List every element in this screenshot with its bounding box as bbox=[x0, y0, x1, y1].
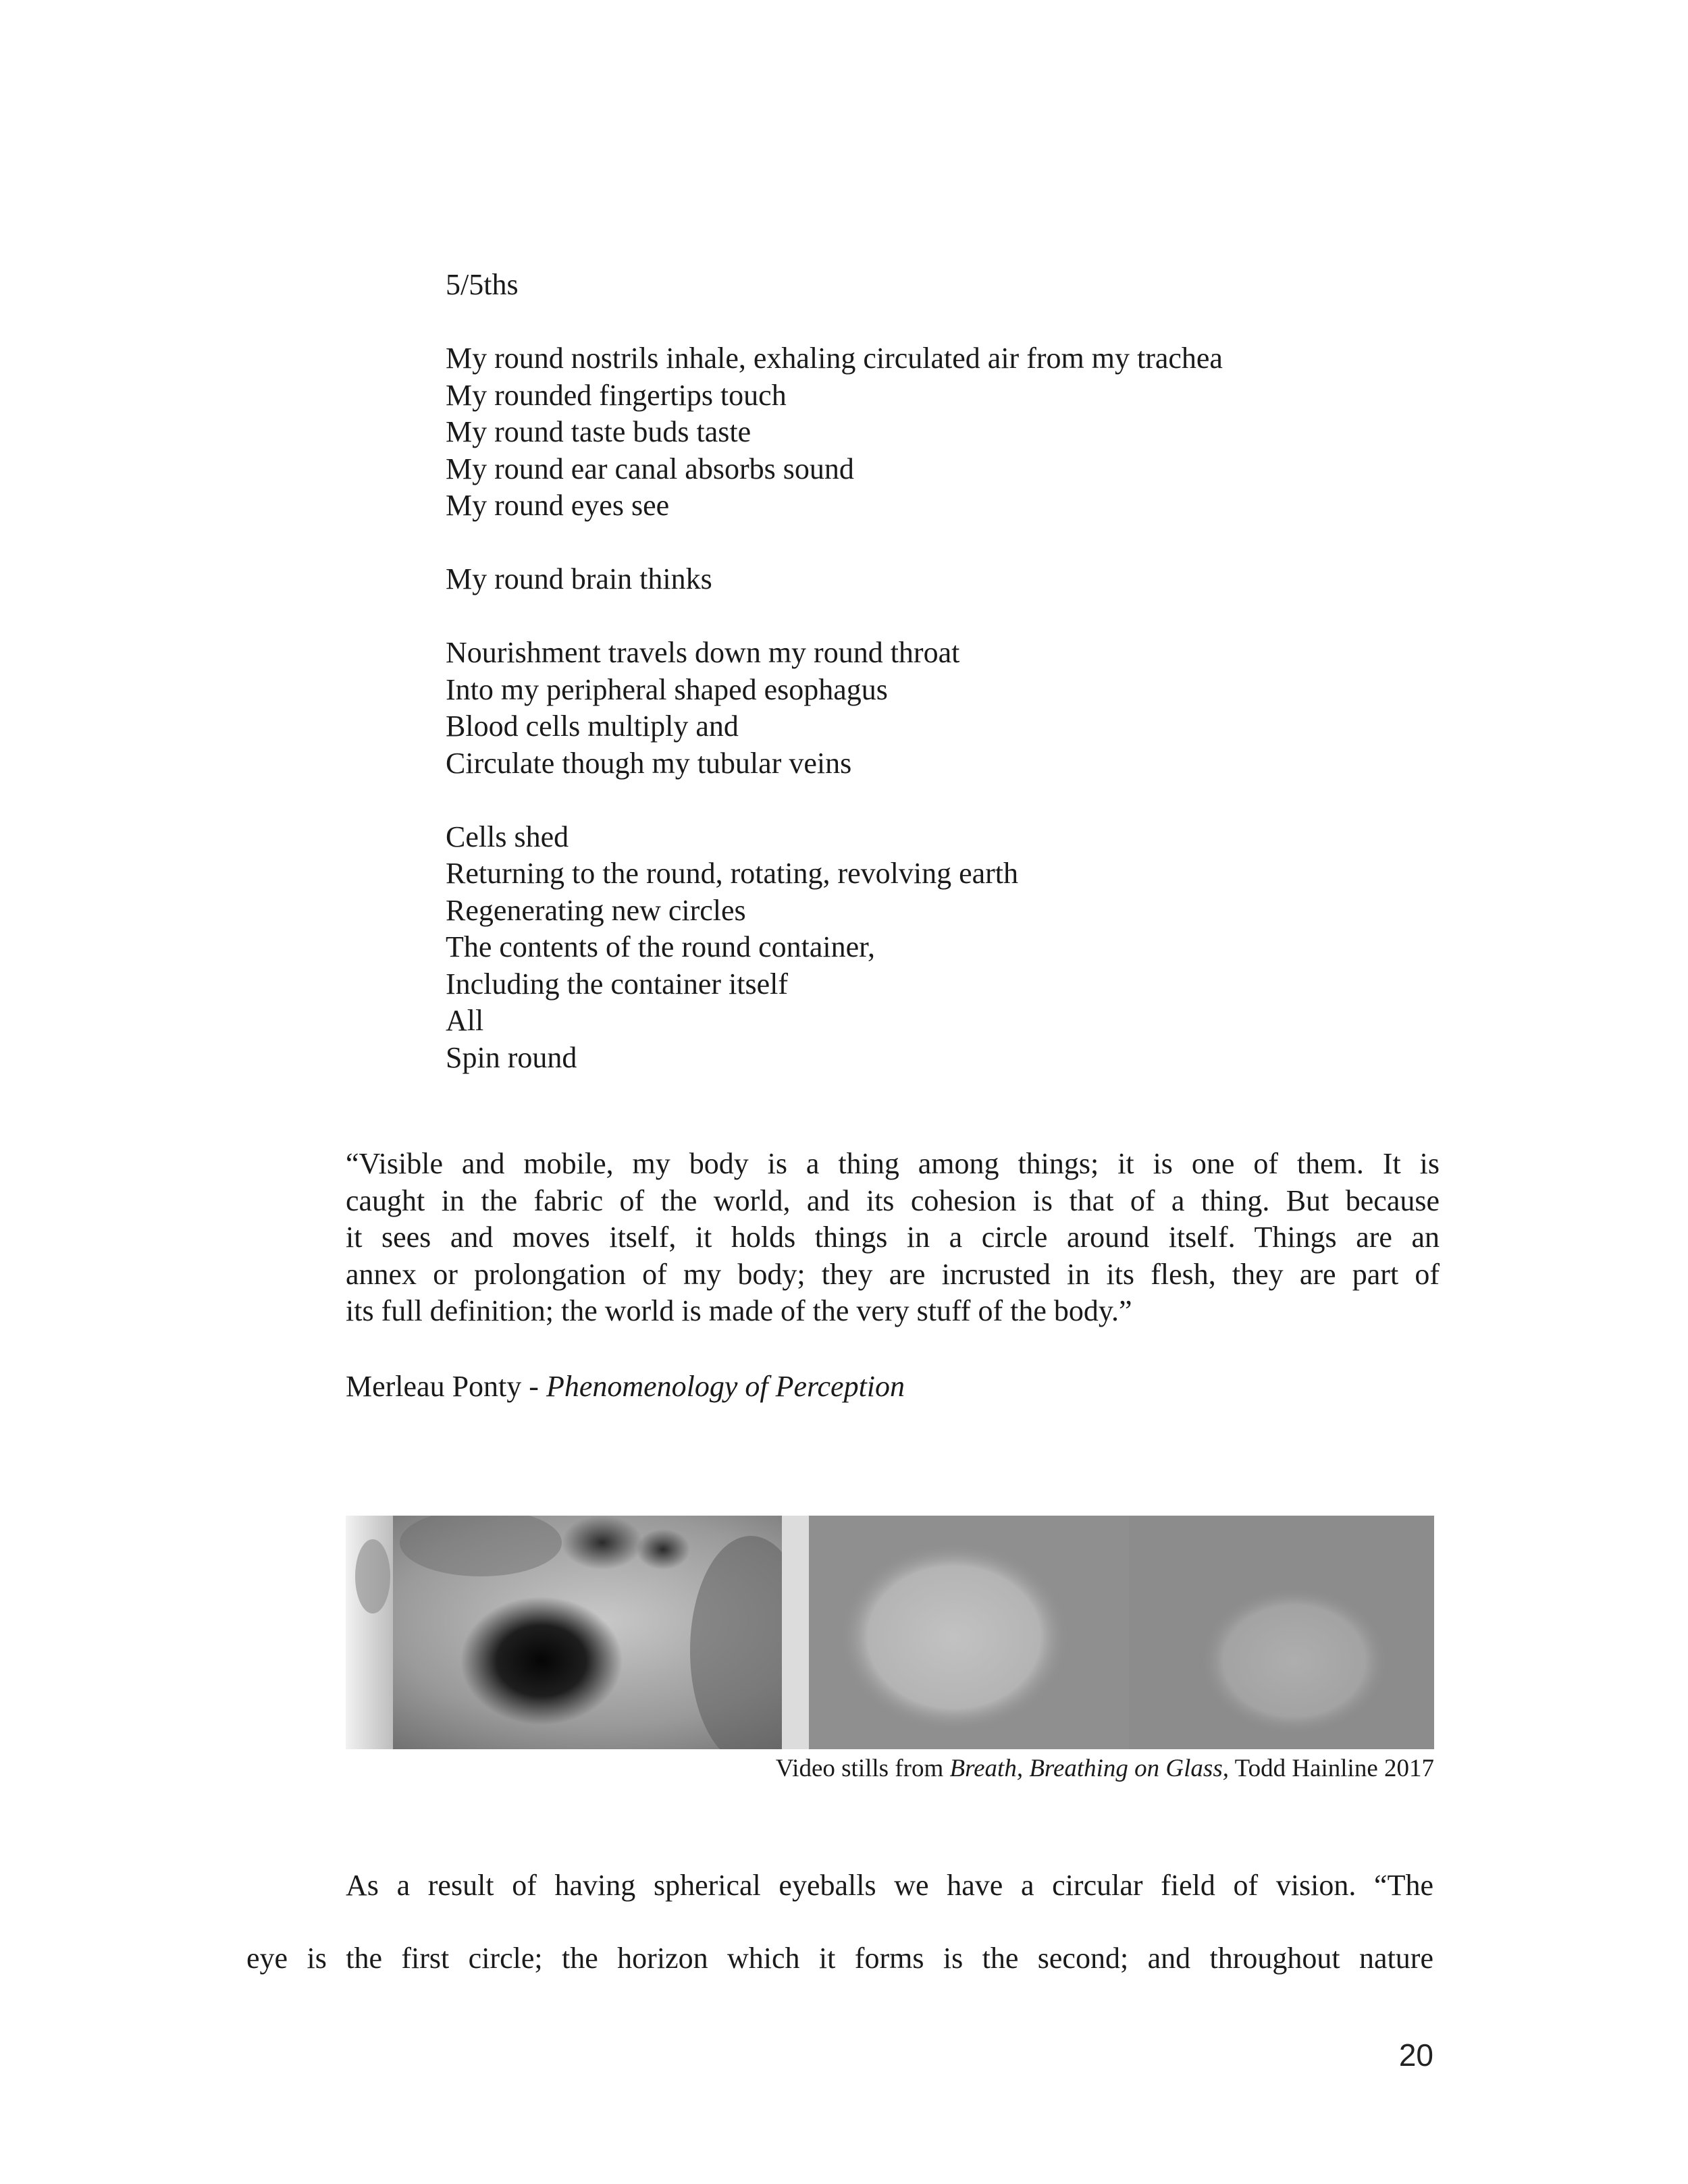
poem-line: My round taste buds taste bbox=[446, 415, 751, 448]
page-number: 20 bbox=[1398, 2037, 1433, 2073]
quote-line: annex or prolongation of my body; they are incrusted in its flesh, they are part of bbox=[346, 1257, 1440, 1291]
quote-line: caught in the fabric of the world, and its cohesion is that of a thing. But because bbox=[346, 1183, 1440, 1217]
poem-line: Regenerating new circles bbox=[446, 893, 746, 927]
poem-line: My round ear canal absorbs sound bbox=[446, 452, 854, 485]
caption-title: Breath, Breathing on Glass, bbox=[949, 1755, 1229, 1782]
quote-line: “Visible and mobile, my body is a thing among things; it is one of them. It is bbox=[346, 1147, 1440, 1180]
poem-line: My round brain thinks bbox=[446, 562, 712, 595]
video-still-breath-small bbox=[1129, 1516, 1434, 1749]
poem-line: The contents of the round container, bbox=[446, 930, 876, 963]
poem-line: Blood cells multiply and bbox=[446, 710, 739, 743]
poem-line: My round nostrils inhale, exhaling circulated air from my trachea bbox=[446, 342, 1223, 375]
quote-line: it sees and moves itself, it holds things in a circle around itself. Things are an bbox=[346, 1221, 1440, 1254]
block-quote bbox=[346, 1146, 1440, 1330]
poem-title: 5/5ths bbox=[446, 268, 519, 301]
poem-line: My rounded fingertips touch bbox=[446, 378, 787, 412]
poem bbox=[446, 267, 1458, 1076]
poem-line: Nourishment travels down my round throat bbox=[446, 636, 960, 669]
video-stills bbox=[346, 1516, 1434, 1749]
poem-line: Including the container itself bbox=[446, 967, 789, 1001]
quote-attribution bbox=[346, 1368, 905, 1405]
body-paragraph-continued bbox=[246, 1940, 1433, 1977]
poem-line: My round eyes see bbox=[446, 489, 670, 522]
poem-line: Returning to the round, rotating, revolving earth bbox=[446, 857, 1019, 890]
poem-line: Cells shed bbox=[446, 820, 569, 853]
attribution-work: Phenomenology of Perception bbox=[546, 1370, 905, 1403]
poem-line: Spin round bbox=[446, 1040, 577, 1074]
figure-caption: Video stills from Breath, Breathing on Glass, Todd Hainline 2017 bbox=[775, 1755, 1434, 1782]
body-paragraph bbox=[246, 1867, 1433, 1904]
quote-line: its full definition; the world is made of the very stuff of the body.” bbox=[346, 1294, 1132, 1327]
video-still-breath-large bbox=[809, 1516, 1129, 1749]
video-still-face bbox=[346, 1516, 809, 1749]
poem-line: Into my peripheral shaped esophagus bbox=[446, 672, 888, 706]
poem-line: Circulate though my tubular veins bbox=[446, 746, 852, 780]
poem-line: All bbox=[446, 1004, 484, 1037]
body-line: As a result of having spherical eyeballs we have a circular field of vision. “The bbox=[346, 1869, 1433, 1902]
attribution-author: Merleau Ponty - bbox=[346, 1370, 546, 1403]
body-line: eye is the first circle; the horizon which it forms is the second; and throughout nature bbox=[246, 1942, 1433, 1975]
